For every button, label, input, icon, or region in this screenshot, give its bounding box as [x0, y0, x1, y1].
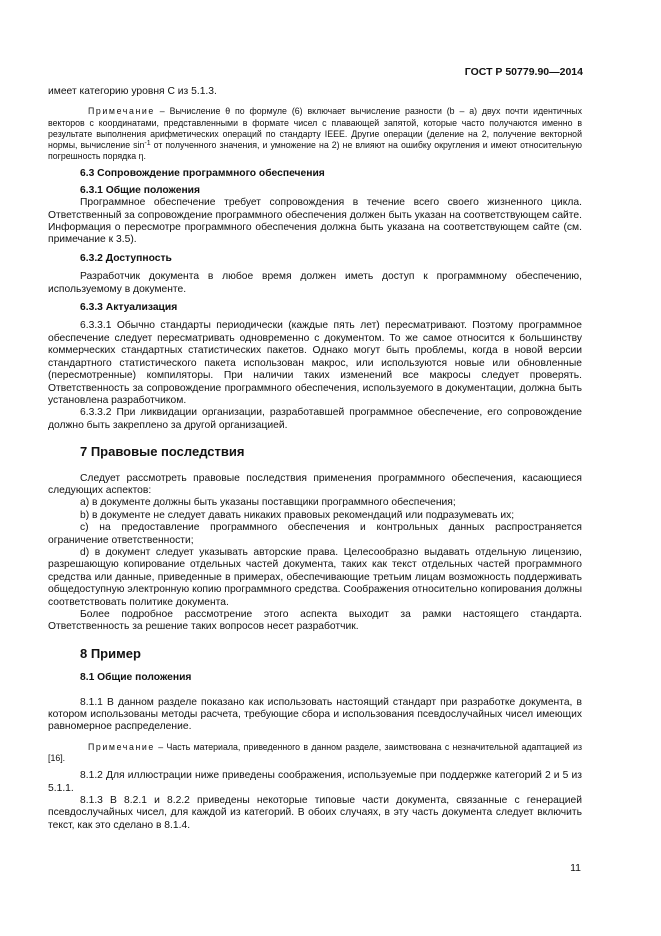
section-8-1-1-text: 8.1.1 В данном разделе показано как использовать настоящий стандарт при разработке документа, в котором использованы методы расчета, требующие сбора и использования псевдослучайных чисел имеющих равномерное распределение.: [48, 696, 582, 733]
section-8-1-3-text: 8.1.3 В 8.2.1 и 8.2.2 приведены некоторые типовые части документа, связанные с генерацией псевдослучайных чисел, для каждой из категорий. В обоих случаях, в эту часть документа следует включить текст, как это сделано в 8.1.4.: [48, 795, 582, 831]
section-6-3-3-2-text: 6.3.3.2 При ликвидации организации, разработавшей программное обеспечение, его сопровождение должно быть закреплено за другой организацией.: [48, 407, 582, 431]
intro-paragraph: имеет категорию уровня С из 5.1.3.: [48, 86, 217, 97]
section-8-1-2-text: 8.1.2 Для иллюстрации ниже приведены соображения, используемые при поддержке категорий 2 и 5 из 5.1.1.: [48, 770, 582, 794]
note-2-text: – Часть материала, приведенного в данном разделе, заимствована с незначительной адаптацией из [16].: [48, 741, 582, 764]
section-6-3-2-title: 6.3.2 Доступность: [80, 252, 172, 264]
page-number: 11: [570, 862, 581, 874]
section-6-3-3-title: 6.3.3 Актуализация: [80, 302, 178, 314]
section-6-3-3-1-text: 6.3.3.1 Обычно стандарты периодически (каждые пять лет) пересматривают. Поэтому программное обеспечение следует пересматривать одновременно с документом. То же самое относится к большинству коммерческих стандартных статистических пакетов. Однако могут быть проблемы, когда в новой версии стандартного статистического пакета использован макрос, или используются новые или обновленные (пересмотренные) компиляторы. При наличии таких изменений все макросы следует проверять. Ответственность за сопровождение программного обеспечения, используемого в документации, должна быть установлена разработчиком.: [48, 320, 582, 406]
section-7-title: 7 Правовые последствия: [80, 444, 245, 460]
list-item-c: c) на предоставление программного обеспечения и контрольных данных распространяется ограничение ответственности;: [48, 522, 582, 546]
note-1-text-b: от полученного значения, и умножение на 2) не влияют на ошибку округления и имеют относительную погрешность порядка η.: [48, 140, 582, 162]
note-label: Примечание: [88, 106, 155, 117]
note-2: [48, 742, 582, 764]
note-1-superscript: -1: [144, 140, 151, 148]
list-item-d: d) в документ следует указывать авторские права. Целесообразно выдавать отдельную лицензию, разрешающую копирование отдельных частей документа, таких как текст отдельных частей программного средства или данные, приведенные в примерах, обеспечивающие третьим лицам возможность поддерживать общедоступную электронную копию программного средства. Соображения относительно копирования должны соответствовать политике документа.: [48, 546, 582, 608]
list-item-a: a) в документе должны быть указаны поставщики программного обеспечения;: [80, 497, 456, 509]
document-body: [48, 86, 582, 832]
note-1-text-a: – Вычисление θ по формуле (6) включает вычисление разности (b – a) двух почти идентичных векторов с координатами, представленными в формате чисел с плавающей запятой, которые часто получаются именно в результате выполнения арифметических операций по стандарту IEEE. Другие операции (деление на 2, получение векторной нормы, вычисление sin: [48, 106, 582, 151]
section-8-title: 8 Пример: [80, 645, 141, 661]
list-item-b: b) в документе не следует давать никаких правовых рекомендаций или подразумевать их;: [80, 509, 515, 521]
note-2-label: Примечание: [88, 741, 155, 752]
section-7-intro: Следует рассмотреть правовые последствия применения программного обеспечения, касающиеся следующих аспектов:: [48, 472, 582, 496]
section-8-1-title: 8.1 Общие положения: [80, 672, 192, 684]
document-header: ГОСТ Р 50779.90—2014: [464, 66, 583, 78]
section-6-3-1-text: Программное обеспечение требует сопровождения в течение всего своего жизненного цикла. Ответственный за сопровождение программного обеспечения должен быть указан на соответствующем сайте. Информация о пересмотре программного обеспечения должна быть указана на соответствующем сайте (см. примечание к 3.5).: [48, 197, 582, 246]
note-1: [48, 106, 582, 162]
section-7-outro: Более подробное рассмотрение этого аспекта выходит за рамки настоящего стандарта. Ответственность за решение таких вопросов несет разработчик.: [48, 609, 582, 633]
section-6-3-1-title: 6.3.1 Общие положения: [80, 184, 200, 196]
section-6-3-2-text: Разработчик документа в любое время должен иметь доступ к программному обеспечению, используемому в документе.: [48, 271, 582, 295]
section-6-3-title: 6.3 Сопровождение программного обеспечения: [80, 168, 325, 180]
